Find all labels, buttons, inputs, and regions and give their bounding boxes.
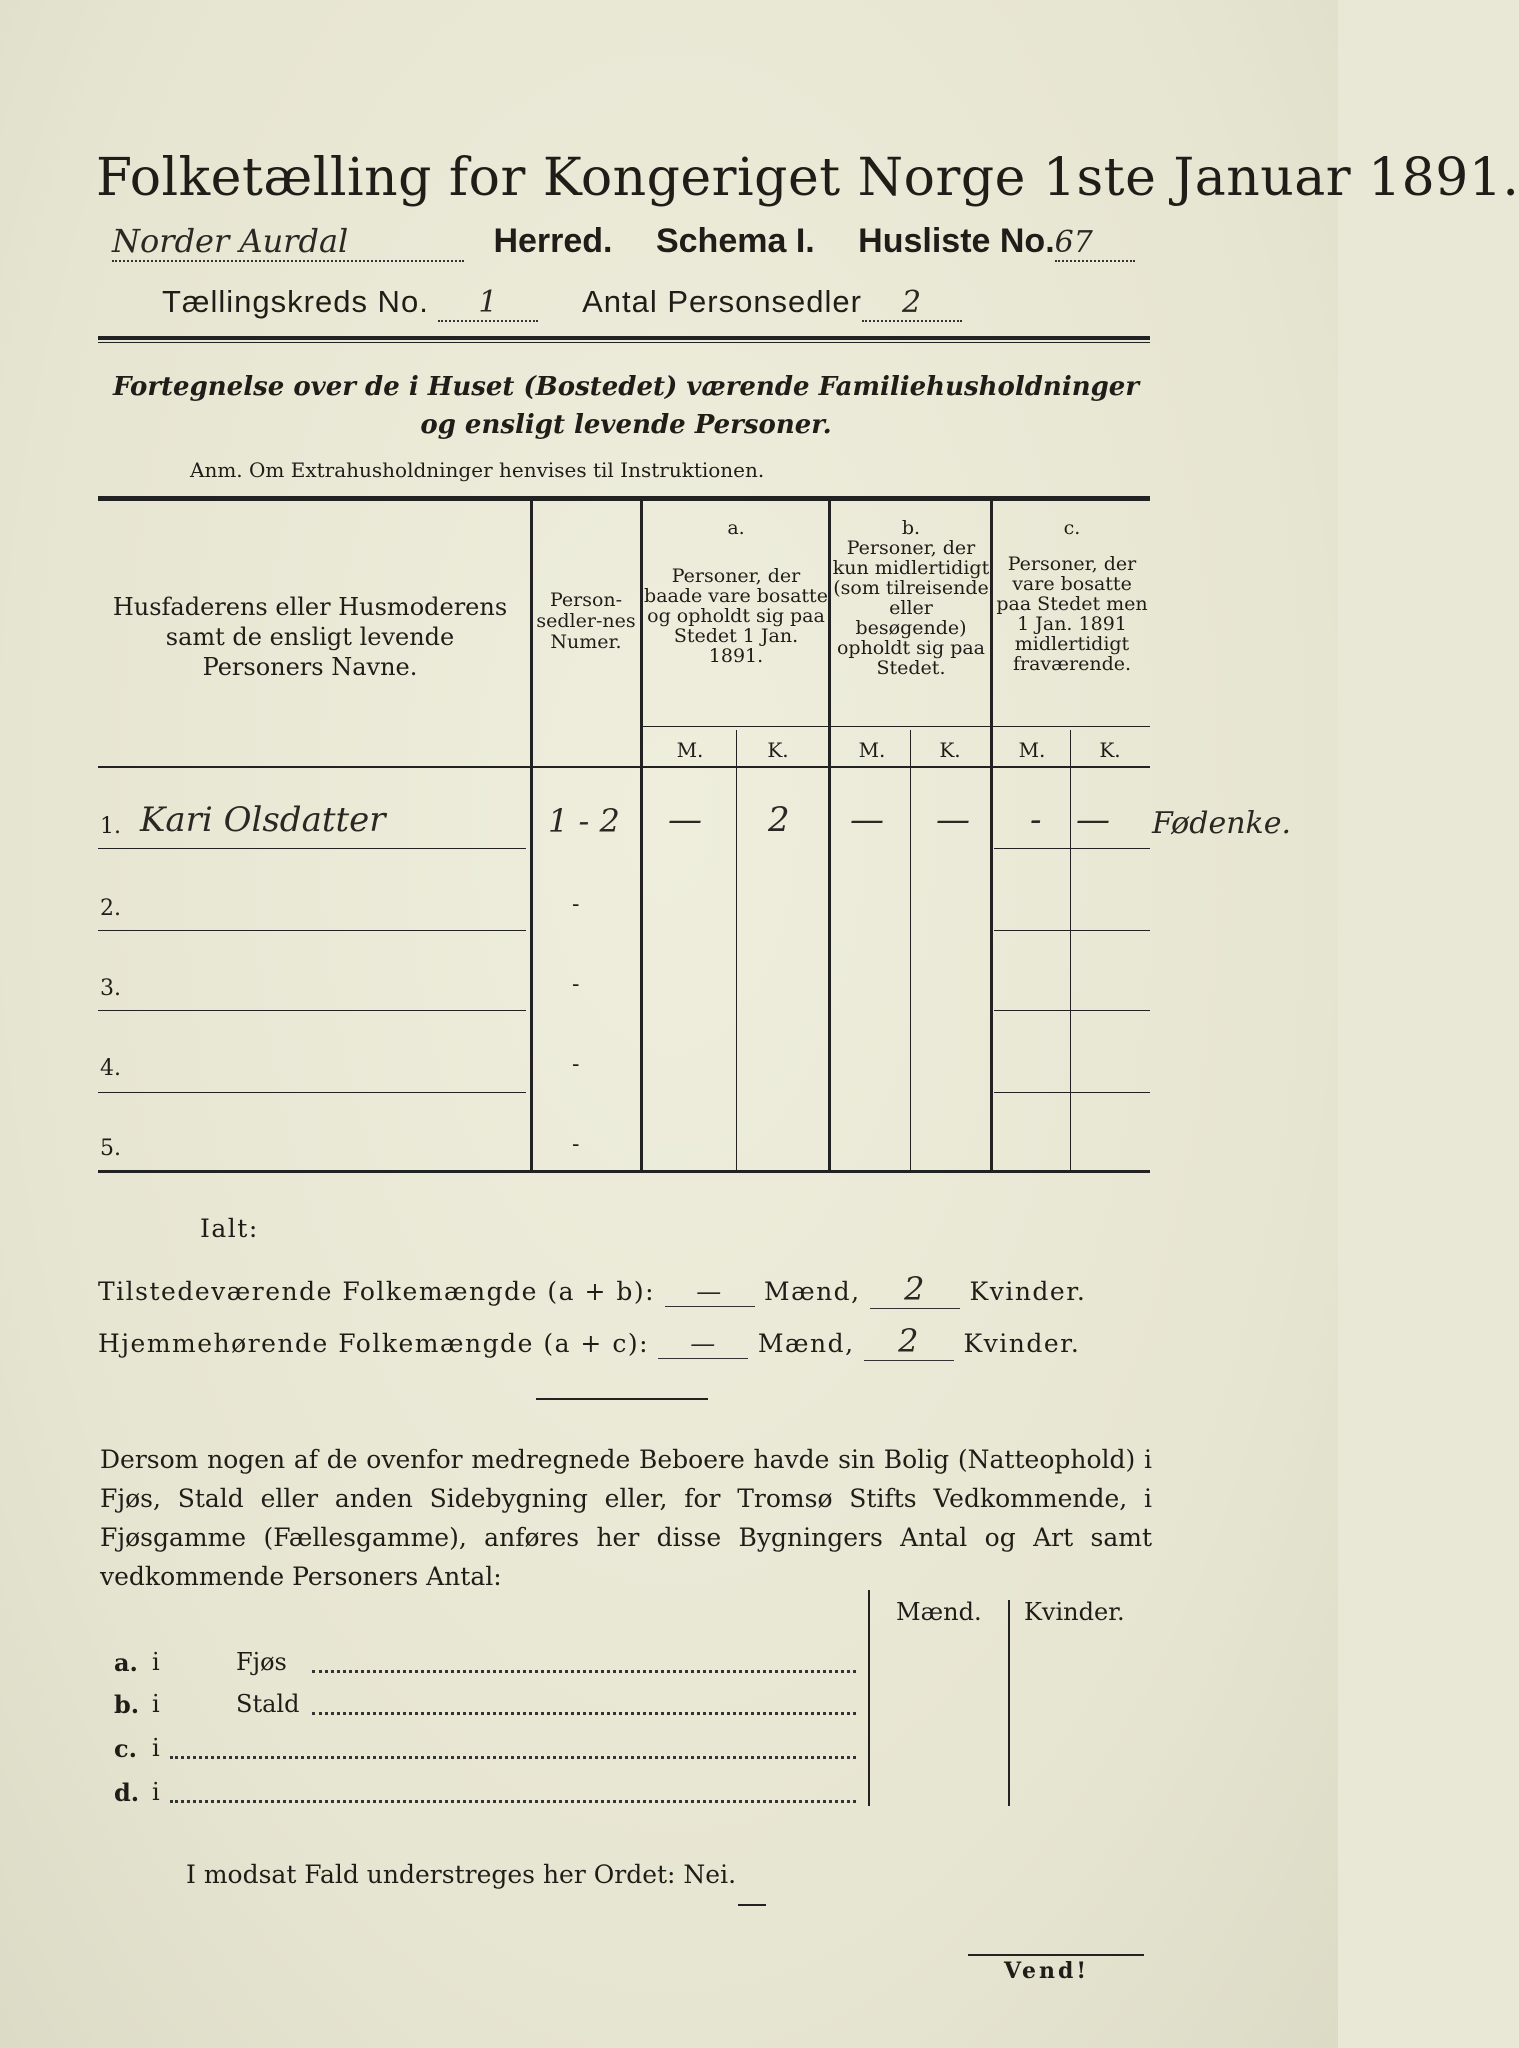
building-letter: c.	[114, 1734, 137, 1763]
buildings-maend-header: Mænd.	[896, 1598, 982, 1626]
building-dots	[170, 1756, 856, 1759]
kvinder-label: Kvinder.	[963, 1329, 1081, 1358]
ialt-label: Ialt:	[200, 1214, 259, 1243]
cell-a-m: —	[668, 800, 702, 840]
col-header-b-letter: b.	[901, 517, 921, 539]
col-header-c: Personer, der vare bosatte paa Stedet men 1 Jan. 1891 midlertidigt fraværende.	[996, 553, 1148, 675]
modsat-line	[186, 1860, 736, 1889]
buildings-divider	[1008, 1600, 1010, 1806]
personsedler-num: -	[572, 1052, 580, 1077]
form-title: Folketælling for Kongeriget Norge 1ste Januar 1891.	[96, 148, 1519, 208]
personsedler-num: -	[572, 1132, 580, 1157]
col-divider-mk	[1070, 730, 1071, 1170]
building-letter: a.	[114, 1648, 138, 1677]
margin-note: Fødenke.	[1152, 806, 1291, 841]
cell-b-k: —	[936, 800, 970, 840]
building-paragraph: Dersom nogen af de ovenfor medregnede Beboere havde sin Bolig (Natteophold) i Fjøs, Stald eller anden Sidebygning eller, for Tromsø Stifts Vedkommende, i Fjøsgamme (Fællesgamme), anføres her disse Bygningers Antal og Art samt vedkommende Personers Antal:	[100, 1445, 1152, 1591]
row-rule	[98, 930, 526, 931]
tilstede-label: Tilstedeværende Folkemængde (a + b):	[98, 1277, 656, 1306]
husliste-label: Husliste No.	[858, 222, 1055, 260]
antal-label: Antal Personsedler	[582, 284, 862, 319]
vend-rule	[968, 1954, 1144, 1956]
mk-top-rule	[642, 726, 1150, 727]
herred-value: Norder Aurdal	[112, 222, 464, 262]
col-divider	[828, 501, 831, 1170]
building-i: i	[152, 1690, 160, 1718]
col-divider	[640, 501, 643, 1170]
header-rule	[98, 336, 1150, 340]
col-divider-mk	[910, 730, 911, 1170]
hjemme-line	[98, 1322, 1080, 1361]
row-number: 4.	[100, 1056, 121, 1081]
herred-label: Herred.	[493, 222, 613, 260]
schema-label: Schema I.	[655, 222, 815, 260]
herred-line	[112, 222, 1135, 262]
nei-underline	[738, 1904, 766, 1906]
cell-c-k: —	[1076, 800, 1110, 840]
col-c-m: M.	[1018, 738, 1046, 762]
building-label: Stald	[236, 1690, 300, 1718]
kreds-line	[162, 284, 962, 322]
header-bottom-rule	[98, 766, 1150, 768]
building-i: i	[152, 1778, 160, 1806]
instruction-note: Anm. Om Extrahusholdninger henvises til Instruktionen.	[190, 458, 765, 482]
cell-c-m: -	[1030, 800, 1042, 840]
row-number: 1.	[100, 814, 121, 839]
kvinder-label: Kvinder.	[969, 1277, 1087, 1306]
maend-label: Mænd,	[763, 1277, 861, 1306]
buildings-divider	[868, 1590, 870, 1806]
hjemme-maend-value: —	[658, 1329, 748, 1359]
cell-b-m: —	[850, 800, 884, 840]
col-header-a: Personer, der baade vare bosatte og opholdt sig paa Stedet 1 Jan. 1891.	[644, 565, 828, 667]
building-i: i	[152, 1648, 160, 1676]
section-divider	[536, 1398, 708, 1400]
personsedler-num: -	[572, 972, 580, 997]
col-header-b: Personer, der kun midlertidigt (som tilreisende eller besøgende) opholdt sig paa Stedet.	[832, 537, 990, 679]
col-divider	[530, 501, 533, 1170]
kreds-value: 1	[438, 285, 538, 322]
table-bottom-rule	[98, 1170, 1150, 1173]
building-label: Fjøs	[236, 1648, 287, 1676]
col-b-m: M.	[858, 738, 886, 762]
col-header-a-letter: a.	[727, 517, 745, 539]
row-rule	[994, 1092, 1150, 1093]
vend-label: Vend!	[1004, 1958, 1090, 1984]
nei-word: Nei.	[683, 1860, 737, 1889]
row-rule	[994, 848, 1150, 849]
husliste-value: 67	[1055, 225, 1135, 262]
building-letter: d.	[114, 1778, 140, 1807]
col-a-m: M.	[676, 738, 704, 762]
buildings-kvinder-header: Kvinder.	[1024, 1598, 1125, 1626]
hjemme-kvinder-value: 2	[864, 1322, 954, 1361]
tilstede-kvinder-value: 2	[870, 1270, 960, 1309]
building-letter: b.	[114, 1690, 140, 1719]
tilstede-line	[98, 1270, 1086, 1309]
col-divider	[990, 501, 993, 1170]
building-dots	[312, 1670, 856, 1673]
building-dots	[170, 1800, 856, 1803]
kreds-label: Tællingskreds No.	[162, 284, 429, 319]
col-divider-mk	[736, 730, 737, 1170]
personsedler-num: 1 - 2	[548, 802, 620, 840]
row-rule	[994, 1010, 1150, 1011]
modsat-label: I modsat Fald understreges her Ordet:	[186, 1860, 676, 1889]
row-rule	[994, 930, 1150, 931]
personsedler-num: -	[572, 892, 580, 917]
row-number: 2.	[100, 896, 121, 921]
maend-label: Mænd,	[757, 1329, 855, 1358]
col-header-num: Person-sedler-nes Numer.	[536, 589, 636, 653]
row-rule	[98, 1092, 526, 1093]
person-name: Kari Olsdatter	[140, 800, 386, 840]
row-rule	[98, 848, 526, 849]
col-a-k: K.	[767, 738, 789, 762]
row-rule	[98, 1010, 526, 1011]
col-b-k: K.	[939, 738, 961, 762]
cell-a-k: 2	[768, 800, 790, 840]
row-number: 3.	[100, 976, 121, 1001]
building-i: i	[152, 1734, 160, 1762]
col-header-name: Husfaderens eller Husmoderens samt de ensligt levende Personers Navne.	[112, 593, 508, 681]
building-dots	[312, 1712, 856, 1715]
hjemme-label: Hjemmehørende Folkemængde (a + c):	[98, 1329, 649, 1358]
form-subtitle: Fortegnelse over de i Huset (Bostedet) værende Familiehusholdninger og ensligt levende Personer.	[112, 372, 1140, 440]
tilstede-maend-value: —	[665, 1277, 755, 1307]
antal-value: 2	[862, 285, 962, 322]
row-number: 5.	[100, 1136, 121, 1161]
col-c-k: K.	[1099, 738, 1121, 762]
header-rule-thin	[98, 342, 1150, 343]
col-header-c-letter: c.	[1063, 517, 1081, 539]
